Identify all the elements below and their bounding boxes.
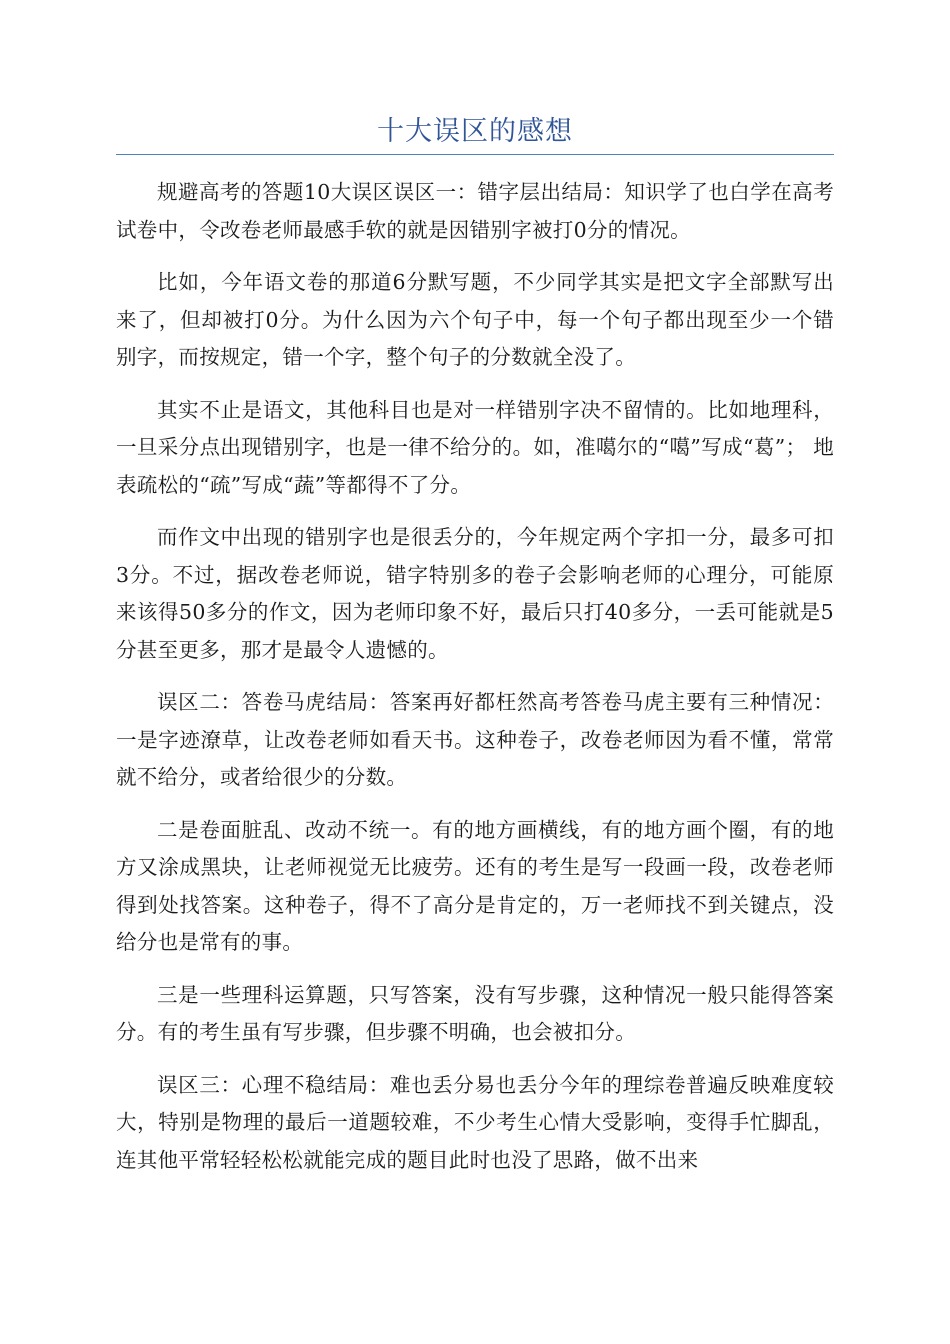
paragraph: 误区三：心理不稳结局：难也丢分易也丢分今年的理综卷普遍反映难度较大，特别是物理的最后一道题较难，不少考生心情大受影响，变得手忙脚乱，连其他平常轻轻松松就能完成的题目此时也没了思路，做不出来 [116,1072,834,1172]
paragraph: 误区二：答卷马虎结局：答案再好都枉然高考答卷马虎主要有三种情况： 一是字迹潦草，让改卷老师如看天书。这种卷子，改卷老师因为看不懂，常常就不给分，或者给很少的分数。 [116,690,834,789]
paragraph: 而作文中出现的错别字也是很丢分的，今年规定两个字扣一分，最多可扣3分。不过，据改卷老师说，错字特别多的卷子会影响老师的心理分，可能原来该得50多分的作文，因为老师印象不好，最后只打40多分，一丢可能就是5分甚至更多，那才是最令人遗憾的。 [116,525,834,662]
paragraph: 二是卷面脏乱、改动不统一。有的地方画横线，有的地方画个圈，有的地方又涂成黑块，让老师视觉无比疲劳。还有的考生是写一段画一段，改卷老师得到处找答案。这种卷子，得不了高分是肯定的，万一老师找不到关键点，没给分也是常有的事。 [116,817,834,954]
document-title: 十大误区的感想 [377,116,573,147]
paragraph: 规避高考的答题10大误区误区一：错字层出结局：知识学了也白学在高考试卷中，令改卷老师最感手软的就是因错别字被打0分的情况。 [116,180,834,242]
paragraph: 比如，今年语文卷的那道6分默写题，不少同学其实是把文字全部默写出来了，但却被打0分。为什么因为六个句子中，每一个句子都出现至少一个错别字，而按规定，错一个字，整个句子的分数就全没了。 [116,270,834,369]
document-body [116,174,834,1194]
paragraph: 其实不止是语文，其他科目也是对一样错别字决不留情的。比如地理科，一旦采分点出现错别字，也是一律不给分的。如，准噶尔的“噶”写成“葛”； 地表疏松的“疏”写成“蔬”等都得不了分。 [116,397,834,497]
paragraph: 三是一些理科运算题，只写答案，没有写步骤，这种情况一般只能得答案分。有的考生虽有写步骤，但步骤不明确，也会被扣分。 [116,982,834,1044]
title-underline [116,154,834,155]
